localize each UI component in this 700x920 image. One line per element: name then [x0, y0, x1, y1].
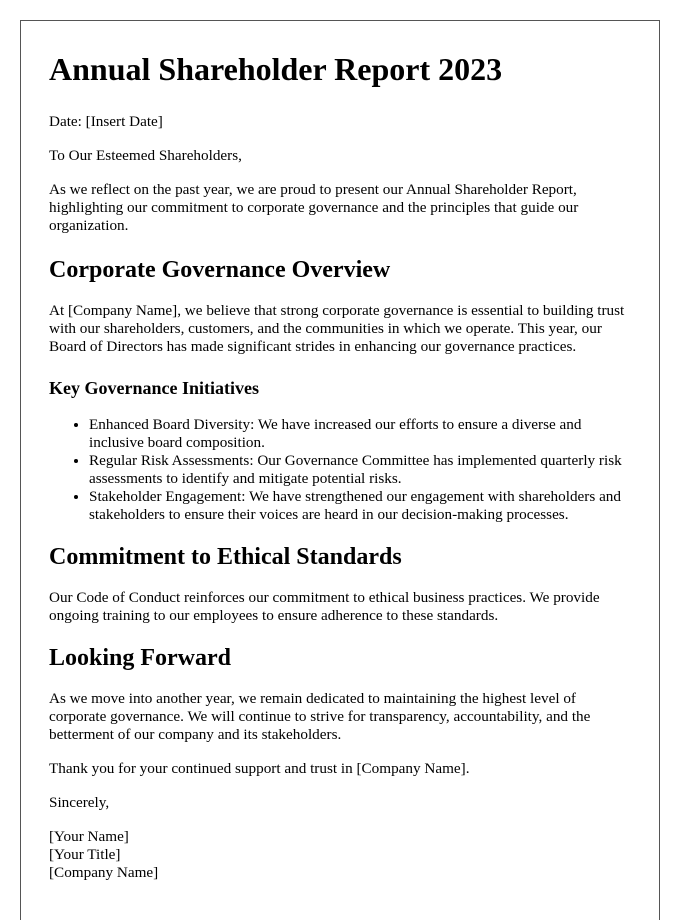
forward-paragraph: As we move into another year, we remain dedicated to maintaining the highest level of corporate governance. We will continue to strive for transparency, accountability, and the betterment of our company and its stakeholders.	[49, 690, 591, 743]
list-item: • Enhanced Board Diversity: We have increased our efforts to ensure a diverse and inclusive board composition.	[89, 416, 631, 452]
list-item: • Regular Risk Assessments: Our Governance Committee has implemented quarterly risk assessments to identify and mitigate potential risks.	[89, 452, 631, 488]
signature-company: [Company Name]	[49, 864, 159, 881]
page-title: Annual Shareholder Report 2023	[49, 51, 503, 87]
ethics-heading: Commitment to Ethical Standards	[49, 544, 402, 570]
date-line: Date: [Insert Date]	[49, 113, 163, 130]
initiatives-heading: Key Governance Initiatives	[49, 378, 259, 398]
governance-heading: Corporate Governance Overview	[49, 257, 391, 283]
intro-paragraph: As we reflect on the past year, we are proud to present our Annual Shareholder Report, highlighting our commitment to corporate governance and the principles that guide our organization.	[49, 181, 579, 234]
initiatives-list	[49, 416, 631, 524]
signature-name: [Your Name]	[49, 828, 129, 845]
ethics-paragraph: Our Code of Conduct reinforces our commitment to ethical business practices. We provide ongoing training to our employees to ensure adherence to these standards.	[49, 589, 600, 624]
signature-title: [Your Title]	[49, 846, 121, 863]
signature-block	[49, 828, 631, 882]
salutation: To Our Esteemed Shareholders,	[49, 147, 242, 164]
governance-paragraph: At [Company Name], we believe that strong corporate governance is essential to building trust with our shareholders, customers, and the communities in which we operate. This year, our Board of Directors has made significant strides in enhancing our governance practices.	[49, 302, 625, 355]
forward-heading: Looking Forward	[49, 645, 232, 671]
sign-off: Sincerely,	[49, 794, 110, 811]
list-item: • Stakeholder Engagement: We have strengthened our engagement with shareholders and stakeholders to ensure their voices are heard in our decision-making processes.	[89, 488, 631, 524]
report-page	[20, 20, 660, 920]
thanks-line: Thank you for your continued support and trust in [Company Name].	[49, 760, 470, 777]
